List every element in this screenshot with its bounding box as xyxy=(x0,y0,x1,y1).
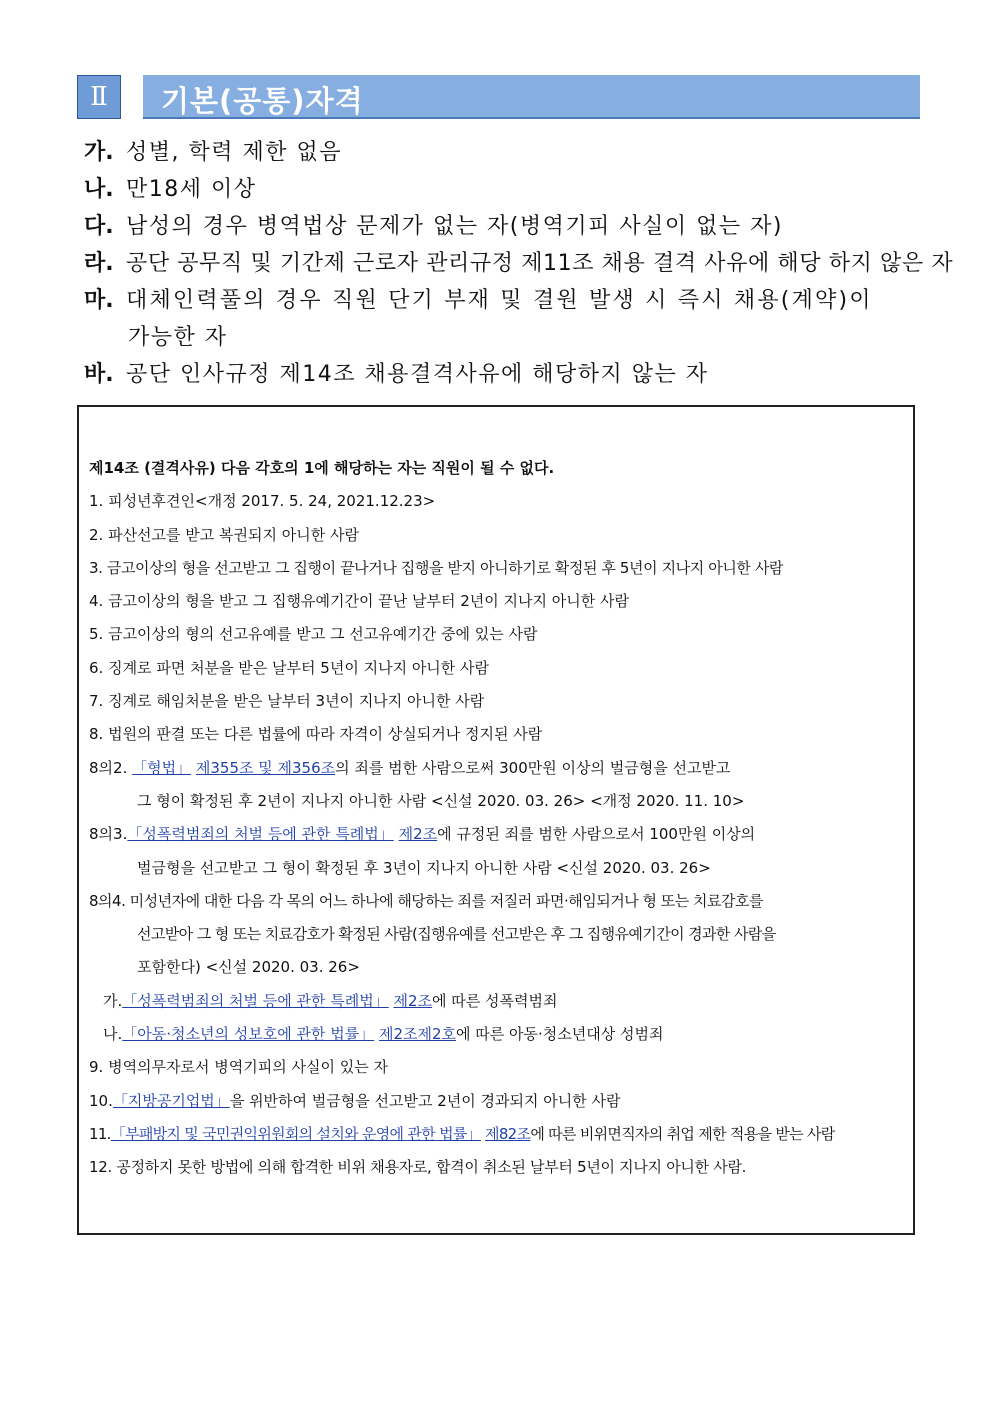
regulation-subitem xyxy=(89,1018,909,1051)
regulation-heading: 제14조 (결격사유) 다음 각호의 1에 해당하는 자는 직원이 될 수 없다. xyxy=(89,459,555,477)
line-prefix: 나. xyxy=(103,1025,123,1044)
regulation-line: 8. 법원의 판결 또는 다른 법률에 따라 자격이 상실되거나 정지된 사람 xyxy=(89,725,543,744)
item-marker: 마. xyxy=(84,288,114,313)
regulation-line: 8의4. 미성년자에 대한 다음 각 목의 어느 하나에 해당하는 죄를 저질러 파면·해임되거나 형 또는 치료감호를 xyxy=(89,891,763,910)
list-item xyxy=(84,134,944,171)
item-marker: 나. xyxy=(84,177,114,202)
line-prefix: 8의3. xyxy=(89,825,128,844)
item-marker: 다. xyxy=(84,214,114,239)
regulation-line xyxy=(89,752,909,785)
line-prefix: 8의2. xyxy=(89,758,133,777)
article-link[interactable]: 제2조제2호 xyxy=(378,1025,457,1044)
regulation-line-continued: 포함한다) <신설 2020. 03. 26> xyxy=(137,958,360,977)
regulation-line: 2. 파산선고를 받고 복권되지 아니한 사람 xyxy=(89,525,359,544)
line-prefix: 10. xyxy=(89,1091,113,1110)
line-text: 에 규정된 죄를 범한 사람으로서 100만원 이상의 xyxy=(437,825,756,844)
law-link[interactable]: 「아동·청소년의 성보호에 관한 법률」 xyxy=(122,1025,375,1044)
regulation-line: 4. 금고이상의 형을 받고 그 집행유예기간이 끝난 날부터 2년이 지나지 아니한 사람 xyxy=(89,592,629,611)
line-text: 에 따른 아동·청소년대상 성범죄 xyxy=(456,1025,664,1044)
section-header xyxy=(77,75,920,121)
regulation-line: 3. 금고이상의 형을 선고받고 그 집행이 끝나거나 집행을 받지 아니하기로 확정된 후 5년이 지나지 아니한 사람 xyxy=(89,558,784,577)
item-text: 공단 인사규정 제14조 채용결격사유에 해당하지 않는 자 xyxy=(126,362,709,387)
law-link[interactable]: 「형법」 xyxy=(132,758,192,777)
item-text: 남성의 경우 병역법상 문제가 없는 자(병역기피 사실이 없는 자) xyxy=(126,214,783,239)
list-item xyxy=(84,171,944,208)
article-link[interactable]: 제355조 및 제356조 xyxy=(195,758,336,777)
item-marker: 라. xyxy=(84,251,114,276)
item-text: 대체인력풀의 경우 직원 단기 부재 및 결원 발생 시 즉시 채용(계약)이 xyxy=(126,288,873,313)
section-number: Ⅱ xyxy=(77,75,121,119)
regulation-line: 9. 병역의무자로서 병역기피의 사실이 있는 자 xyxy=(89,1058,388,1077)
item-marker: 바. xyxy=(84,362,114,387)
article-link[interactable]: 제82조 xyxy=(485,1124,531,1143)
regulation-line xyxy=(89,1085,909,1118)
law-link[interactable]: 「성폭력범죄의 처벌 등에 관한 특례법」 xyxy=(127,825,394,844)
list-item xyxy=(84,245,954,282)
regulation-line-continued: 그 형이 확정된 후 2년이 지나지 아니한 사람 <신설 2020. 03. 26> <개정 2020. 11. 10> xyxy=(137,791,745,810)
regulation-line: 5. 금고이상의 형의 선고유예를 받고 그 선고유예기간 중에 있는 사람 xyxy=(89,625,538,644)
line-text: 에 따른 비위면직자의 취업 제한 적용을 받는 사람 xyxy=(530,1124,835,1143)
list-item xyxy=(84,356,944,393)
regulation-line xyxy=(89,1118,909,1151)
line-prefix: 11. xyxy=(89,1124,111,1143)
line-text: 에 따른 성폭력범죄 xyxy=(432,991,558,1010)
item-text: 성별, 학력 제한 없음 xyxy=(126,140,342,165)
regulation-line: 1. 피성년후견인<개정 2017. 5. 24, 2021.12.23> xyxy=(89,492,436,511)
item-marker: 가. xyxy=(84,140,114,165)
line-text: 의 죄를 범한 사람으로써 300만원 이상의 벌금형을 선고받고 xyxy=(335,758,731,777)
regulation-line-continued: 벌금형을 선고받고 그 형이 확정된 후 3년이 지나지 아니한 사람 <신설 2020. 03. 26> xyxy=(137,858,711,877)
section-title-bar xyxy=(143,75,920,119)
article-link[interactable]: 제2조 xyxy=(398,825,438,844)
item-text: 만18세 이상 xyxy=(126,177,257,202)
regulation-box xyxy=(77,405,915,1235)
qualification-list xyxy=(84,134,954,393)
item-text: 공단 공무직 및 기간제 근로자 관리규정 제11조 채용 결격 사유에 해당 하지 않은 자 xyxy=(126,251,954,276)
regulation-subitem xyxy=(89,985,909,1018)
list-item xyxy=(84,282,944,356)
law-link[interactable]: 「부패방지 및 국민권익위원회의 설치와 운영에 관한 법률」 xyxy=(110,1124,481,1143)
line-prefix: 가. xyxy=(103,991,123,1010)
regulation-line-continued: 선고받아 그 형 또는 치료감호가 확정된 사람(집행유예를 선고받은 후 그 집행유예기간이 경과한 사람을 xyxy=(137,925,776,944)
regulation-line: 7. 징계로 해임처분을 받은 날부터 3년이 지나지 아니한 사람 xyxy=(89,692,485,711)
item-text-continued: 가능한 자 xyxy=(128,325,228,350)
regulation-line: 6. 징계로 파면 처분을 받은 날부터 5년이 지나지 아니한 사람 xyxy=(89,658,490,677)
section-title: 기본(공통)자격 xyxy=(161,84,364,118)
article-link[interactable]: 제2조 xyxy=(393,991,433,1010)
line-text: 을 위반하여 벌금형을 선고받고 2년이 경과되지 아니한 사람 xyxy=(229,1091,621,1110)
regulation-line xyxy=(89,818,909,851)
law-link[interactable]: 「지방공기업법」 xyxy=(112,1091,230,1110)
list-item xyxy=(84,208,944,245)
regulation-line: 12. 공정하지 못한 방법에 의해 합격한 비위 채용자로, 합격이 취소된 날부터 5년이 지나지 아니한 사람. xyxy=(89,1158,747,1177)
law-link[interactable]: 「성폭력범죄의 처벌 등에 관한 특례법」 xyxy=(122,991,389,1010)
